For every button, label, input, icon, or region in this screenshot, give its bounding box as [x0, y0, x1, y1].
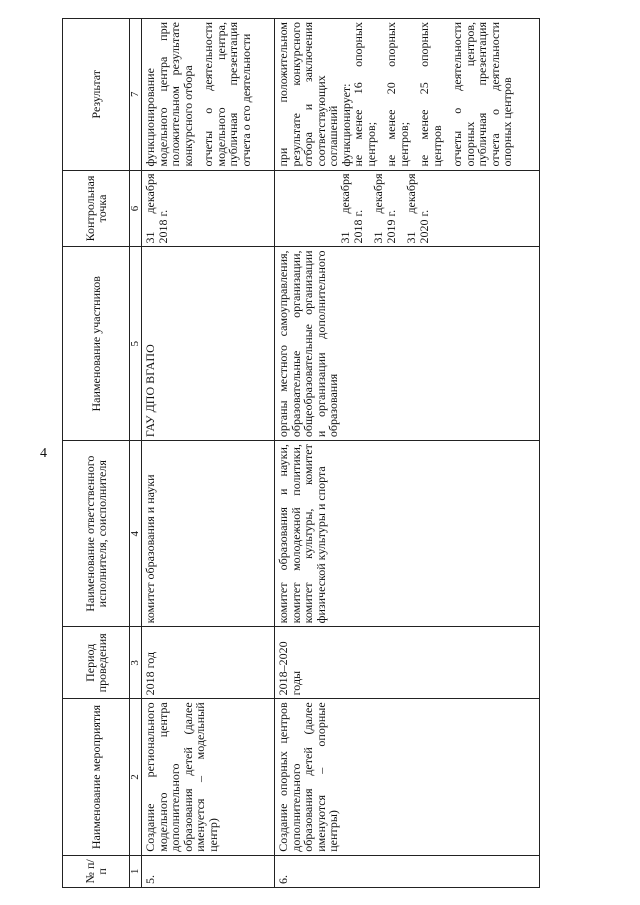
result-item: отчеты о деятельности опорных центров, публичная презентация отчета о деятельности опорных центров	[450, 22, 514, 167]
row-result	[275, 19, 540, 171]
column-number: 5	[130, 247, 142, 441]
header-checkpoint: Контрольная точка	[63, 170, 130, 247]
row-participants: ГАУ ДПО ВГАПО	[142, 247, 275, 441]
row-result	[142, 19, 275, 171]
table-row	[142, 19, 275, 888]
row-responsible: комитет образования и науки	[142, 441, 275, 627]
row-num: 6.	[275, 855, 540, 887]
row-participants: органы местного самоуправления, образовательные организации, общеобразовательные организации и организации дополнительного образования	[275, 247, 540, 441]
column-number: 6	[130, 170, 142, 247]
header-result: Результат	[63, 19, 130, 171]
column-number: 4	[130, 441, 142, 627]
result-item: отчеты о деятельности модельного центра, публичная презентация отчета о его деятельности	[201, 22, 253, 167]
header-period: Период проведения	[63, 627, 130, 699]
result-item: функционирование модельного центра при положительном результате конкурсного отбора	[143, 22, 195, 167]
header-name: Наименование мероприятия	[63, 699, 130, 855]
header-responsible: Наименование ответственного исполнителя, соисполнителя	[63, 441, 130, 627]
row-checkpoint: 31 декабря 2018 г.	[142, 170, 275, 247]
row-responsible: комитет образования и науки, комитет молодежной политики, комитет культуры, комитет физической культуры и спорта	[275, 441, 540, 627]
column-number-row	[130, 19, 142, 888]
checkpoint-item: 31 декабря 2020 г.	[404, 173, 431, 244]
result-intro: при положительном результате конкурсного отбора и заключения соответствующих соглашений функционирует:	[276, 22, 353, 167]
row-period: 2018–2020 годы	[275, 627, 540, 699]
column-number: 2	[130, 699, 142, 855]
row-event-name: Создание опорных центров дополнительного образования детей (далее именуются – опорные центры)	[275, 699, 540, 855]
column-number: 1	[130, 855, 142, 887]
result-item: не менее 16 опорных центров;	[351, 22, 378, 167]
result-item: не менее 25 опорных центров	[417, 22, 444, 167]
rotated-table-sheet	[62, 18, 617, 888]
header-row	[63, 19, 130, 888]
column-number: 7	[130, 19, 142, 171]
header-num: № п/п	[63, 855, 130, 887]
table-row	[275, 19, 540, 888]
row-period: 2018 год	[142, 627, 275, 699]
column-number: 3	[130, 627, 142, 699]
page-number: 4	[40, 446, 47, 461]
row-event-name: Создание регионального модельного центра дополнительного образования детей (далее именуется – модельный центр)	[142, 699, 275, 855]
row-num: 5.	[142, 855, 275, 887]
checkpoint-item: 31 декабря 2018 г.	[338, 173, 365, 244]
events-table	[62, 18, 540, 888]
header-participants: Наименование участников	[63, 247, 130, 441]
checkpoint-item: 31 декабря 2019 г.	[371, 173, 398, 244]
row-checkpoints	[275, 170, 540, 247]
result-item: не менее 20 опорных центров;	[384, 22, 411, 167]
